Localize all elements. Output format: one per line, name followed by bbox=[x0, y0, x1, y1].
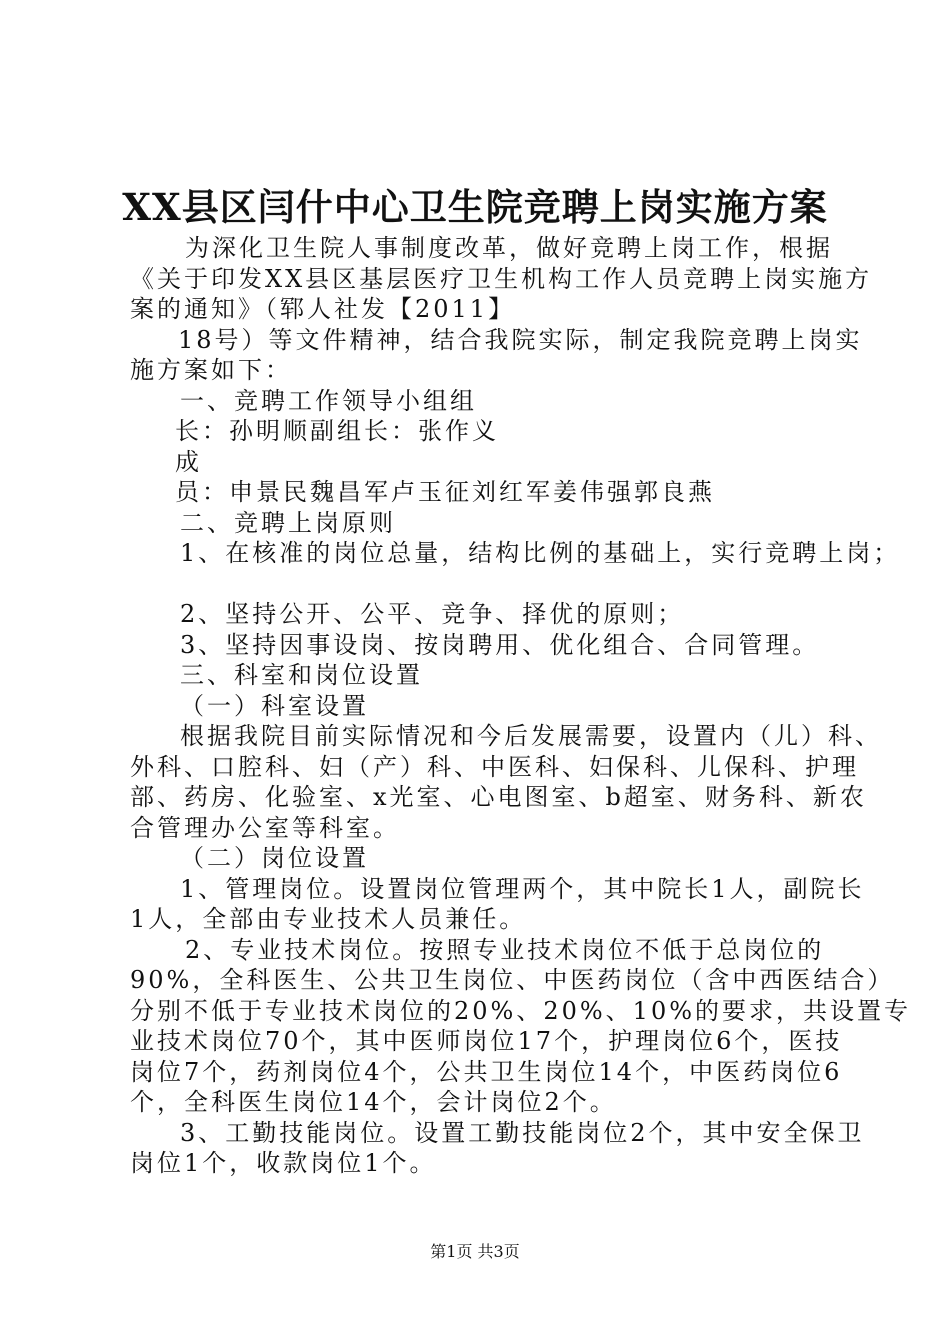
paragraph-line: 长：孙明顺副组长：张作义 bbox=[175, 417, 499, 445]
paragraph-line: 业技术岗位70个，其中医师岗位17个，护理岗位6个，医技 bbox=[130, 1027, 843, 1055]
paragraph-line: 岗位7个，药剂岗位4个，公共卫生岗位14个，中医药岗位6 bbox=[130, 1057, 843, 1086]
paragraph-line: 分别不低于专业技术岗位的20%、20%、10%的要求，共设置专 bbox=[130, 996, 912, 1025]
paragraph-line: 成 bbox=[175, 447, 202, 476]
paragraph-line: 岗位1个，收款岗位1个。 bbox=[130, 1149, 437, 1177]
page-number: 第1页 共3页 bbox=[430, 1242, 520, 1261]
list-item: 1、管理岗位。设置岗位管理两个，其中院长1人，副院长 bbox=[180, 874, 865, 903]
list-item: 2、专业技术岗位。按照专业技术岗位不低于总岗位的 bbox=[185, 935, 825, 964]
paragraph-line: 施方案如下： bbox=[130, 356, 292, 384]
paragraph-line: 部、药房、化验室、x光室、心电图室、b超室、财务科、新农 bbox=[130, 783, 867, 811]
paragraph-line: 18号）等文件精神，结合我院实际，制定我院竞聘上岗实 bbox=[178, 325, 863, 354]
blank-line bbox=[130, 569, 835, 600]
list-item: 1、在核准的岗位总量，结构比例的基础上，实行竞聘上岗； bbox=[180, 539, 901, 567]
paragraph-line: 员：申景民魏昌军卢玉征刘红军姜伟强郭良燕 bbox=[175, 478, 715, 506]
document-title: XX县区闫什中心卫生院竞聘上岗实施方案 bbox=[122, 185, 828, 229]
list-item: 3、工勤技能岗位。设置工勤技能岗位2个，其中安全保卫 bbox=[180, 1118, 865, 1147]
section-heading: 一、竞聘工作领导小组组 bbox=[180, 386, 477, 415]
subsection-heading: （一）科室设置 bbox=[180, 691, 369, 720]
section-heading: 三、科室和岗位设置 bbox=[180, 661, 423, 689]
list-item: 2、坚持公开、公平、竞争、择优的原则； bbox=[180, 600, 685, 628]
paragraph-line: 90%，全科医生、公共卫生岗位、中医药岗位（含中西医结合） bbox=[130, 966, 895, 994]
paragraph-line: 案的通知》（郓人社发【2011】 bbox=[130, 295, 516, 323]
list-item: 3、坚持因事设岗、按岗聘用、优化组合、合同管理。 bbox=[180, 630, 820, 659]
paragraph-line: 合管理办公室等科室。 bbox=[130, 813, 400, 842]
paragraph-line: 根据我院目前实际情况和今后发展需要，设置内（儿）科、 bbox=[180, 722, 882, 750]
paragraph-line: 外科、口腔科、妇（产）科、中医科、妇保科、儿保科、护理 bbox=[130, 752, 859, 781]
paragraph-line: 1人，全部由专业技术人员兼任。 bbox=[130, 905, 527, 933]
paragraph-line: 《关于印发XX县区基层医疗卫生机构工作人员竞聘上岗实施方 bbox=[130, 264, 873, 293]
document-body bbox=[130, 233, 912, 1179]
section-heading: 二、竞聘上岗原则 bbox=[180, 508, 396, 537]
paragraph-line: 个，全科医生岗位14个，会计岗位2个。 bbox=[130, 1088, 617, 1116]
subsection-heading: （二）岗位设置 bbox=[180, 844, 369, 872]
paragraph-line: 为深化卫生院人事制度改革，做好竞聘上岗工作，根据 bbox=[185, 234, 833, 262]
